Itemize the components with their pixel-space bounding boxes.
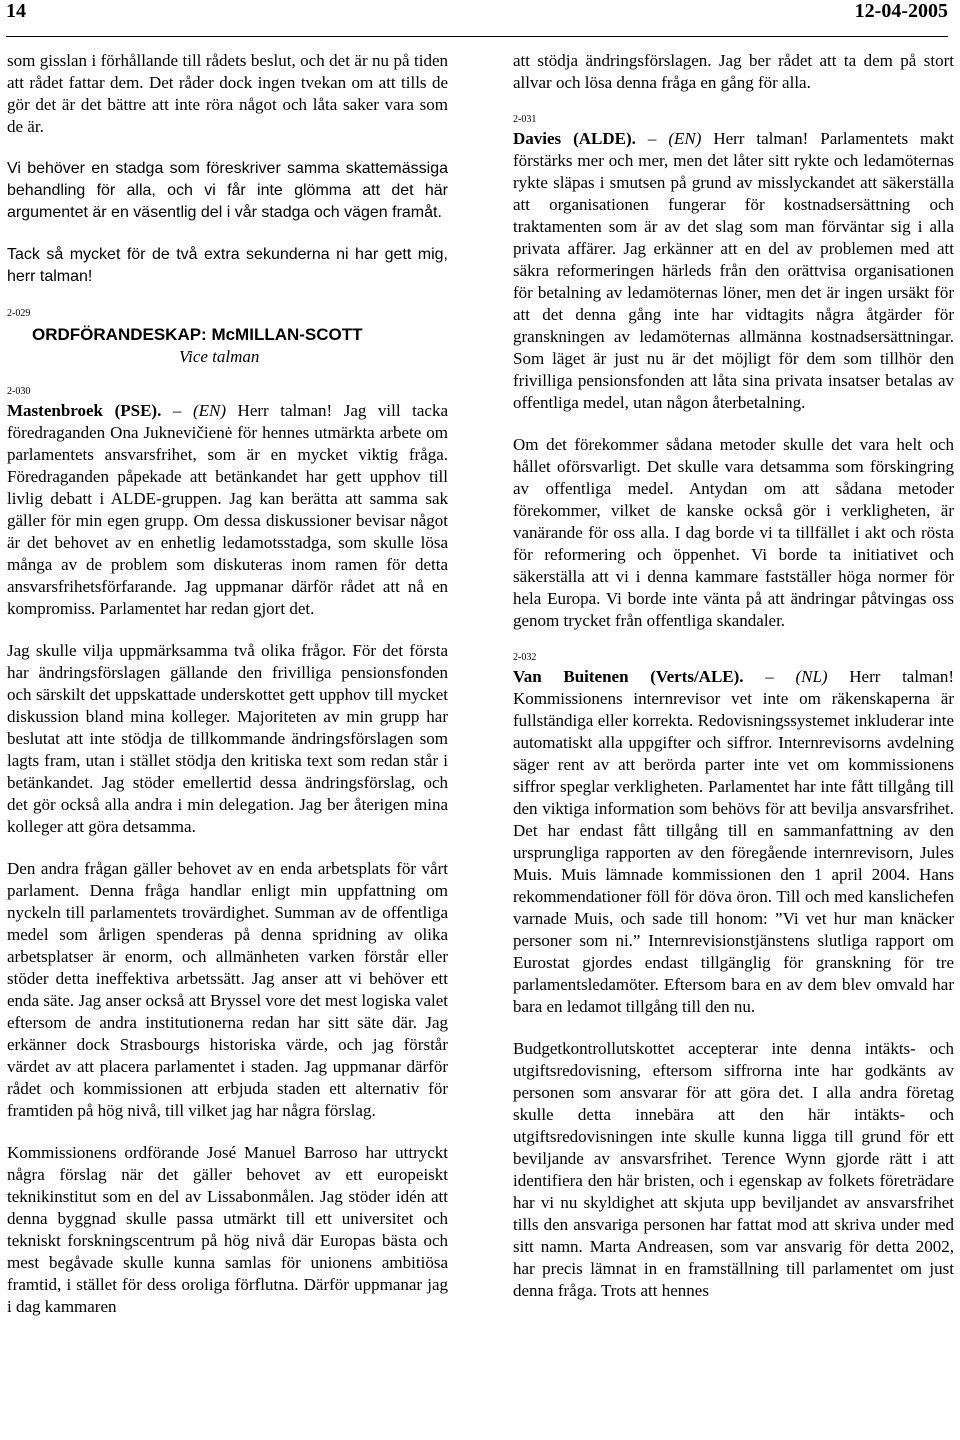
item-reference: 2-032: [513, 652, 537, 663]
item-reference: 2-029: [7, 308, 31, 319]
speech-paragraph: Van Buitenen (Verts/ALE). – (NL) Herr talman! Kommissionens internrevisor vet inte om räkenskaperna är fullständiga eller korrekta. Redovisningssystemet inkluderar inte automatiskt alla uppgifter och siffror. Internrevisorns avdelning säger rent av att berörda parter inte vet om kommissionens siffror speglar verkligheten. Parlamentet har inte fått tillgång till den viktiga information som behövs för att bevilja ansvarsfrihet. Det har endast fått tillgång till en sammanfattning av den ursprungliga rapporten av den föregående internrevisorn, Jules Muis. Muis lämnade kommissionen den 1 april 2004. Hans rekommendationer föll för döva öron. Till och med kanslichefen varnade Muis, och sade till honom: ”Vi vet hur man knäcker personer som ni.” Internrevisionstjänstens slutliga rapport om Eurostat gjordes endast tillgänglig för granskning för tre parlamentsledamöter. Eftersom bara en av dem blev omvald har bara en ledamot tillgång till den nu.: [513, 667, 955, 1016]
speaker-name: Mastenbroek (PSE).: [7, 401, 162, 420]
paragraph: som gisslan i förhållande till rådets beslut, och det är nu på tiden att rådet fattar dem. Det råder dock ingen tvekan om att tills de gör det är det bättre att inte röra något och låta saker vara som de är.: [7, 51, 448, 136]
speech-text: Herr talman! Parlamentets makt förstärks mer och mer, men det låter sitt rykte och ledamöternas rykte släpas i smutsen på grund av misslyckandet att säkerställa att organisationen fungerar för kostnadsersättning och traktamenten som är av det slag som man förväntar sig i alla privata affärer. Jag erkänner att en del av problemen med att säkra reformeringen härleds från den orättvisa organisationen för betalning av ledamöternas löner, men det är ingen ursäkt för att det denna gång inte har vidtagits några åtgärder för granskningen av ledamöternas allmänna kostnadsersättningar. Som läget är just nu är det möjligt för dem som tillhör den frivilliga pensionsfonden att låta sina privata insatser betalas av offentliga medel, utan någon återbetalning.: [513, 129, 955, 412]
left-column: [7, 50, 448, 1338]
paragraph: Tack så mycket för de två extra sekunderna ni har gett mig, herr talman!: [7, 246, 448, 285]
speech-text: Herr talman! Kommissionens internrevisor vet inte om räkenskaperna är fullständiga eller korrekta. Redovisningssystemet inkluderar inte automatiskt alla uppgifter och siffror. Internrevisorns avdelning säger rent av att berörda parter inte vet om kommissionens siffror speglar verkligheten. Parlamentet har inte fått tillgång till den viktiga information som behövs för att bevilja ansvarsfrihet. Det har endast fått tillgång till en sammanfattning av den ursprungliga rapporten av den föregående internrevisorn, Jules Muis. Muis lämnade kommissionen den 1 april 2004. Hans rekommendationer föll för döva öron. Till och med kanslichefen varnade Muis, och sade till honom: ”Vi vet hur man knäcker personer som ni.” Internrevisionstjänstens slutliga rapport om Eurostat gjordes endast tillgänglig för granskning för tre parlamentsledamöter. Eftersom bara en av dem blev omvald har bara en ledamot tillgång till den nu.: [513, 667, 955, 1016]
speech-text: Herr talman! Jag vill tacka föredraganden Ona Juknevičienė för hennes utmärkta arbete om parlamentets ansvarsfrihet, som är en mycket viktig fråga. Föredraganden påpekade att betänkandet har gett upphov till livlig debatt i ALDE-gruppen. Jag kan berätta att samma sak gäller för min egen grupp. Om dessa diskussioner bevisar något är det behovet av en enhetlig ledamotsstadga, som skulle lösa många av de problem som diskuteras inom ramen för detta ansvarsfrihetsförfarande. Jag uppmanar därför rådet att nå en kompromiss. Parlamentet har redan gjort det.: [7, 401, 449, 618]
page-header: [6, 0, 948, 37]
paragraph: Om det förekommer sådana metoder skulle det vara helt och hållet oförsvarligt. Det skulle vara detsamma som förskingring av offentliga medel. Antydan om att sådana metoder förekommer, vilket de kanske också gör i verkligheten, är vanärande för oss alla. I dag borde vi ta tillfället i akt och rösta för reformering och öppenhet. Vi borde ta initiativet och säkerställa att vi i denna kammare fastställer höga normer för hela Europa. Vi borde inte vänta på att ändringar påtvingas oss genom trycket från offentliga skandaler.: [513, 435, 954, 630]
presidency-subtitle: Vice talman: [179, 347, 260, 366]
speech-paragraph: Mastenbroek (PSE). – (EN) Herr talman! Jag vill tacka föredraganden Ona Juknevičienė för hennes utmärkta arbete om parlamentets ansvarsfrihet, som är en mycket viktig fråga. Föredraganden påpekade att betänkandet har gett upphov till livlig debatt i ALDE-gruppen. Jag kan berätta att samma sak gäller för min egen grupp. Om dessa diskussioner bevisar något är det behovet av en enhetlig ledamotsstadga, som skulle lösa många av de problem som diskuteras inom ramen för detta ansvarsfrihetsförfarande. Jag uppmanar därför rådet att nå en kompromiss. Parlamentet har redan gjort det.: [7, 401, 449, 618]
paragraph: Kommissionens ordförande José Manuel Barroso har uttryckt några förslag när det gäller behovet av ett europeiskt teknikinstitut som en del av Lissabonmålen. Jag stöder idén att denna byggnad skulle passa utmärkt till ett universitet och tekniskt forskningscentrum på hög nivå där Europas bästa och mest begåvade skulle kunna samlas för unionens ambitiösa framtid, i stället för dess oroliga förflutna. Därför uppmanar jag i dag kammaren: [7, 1143, 448, 1316]
speech-paragraph: Davies (ALDE). – (EN) Herr talman! Parlamentets makt förstärks mer och mer, men det låter sitt rykte och ledamöternas rykte släpas i smutsen på grund av misslyckandet att säkerställa att organisationen fungerar för kostnadsersättning och traktamenten som är av det slag som man förväntar sig i alla privata affärer. Jag erkänner att en del av problemen med att säkra reformeringen härleds från den orättvisa organisationen för betalning av ledamöternas löner, men det är ingen ursäkt för att det denna gång inte har vidtagits några åtgärder för granskningen av ledamöternas allmänna kostnadsersättningar. Som läget är just nu är det möjligt för dem som tillhör den frivilliga pensionsfonden att låta sina privata insatser betalas av offentliga medel, utan någon återbetalning.: [513, 129, 955, 412]
item-reference: 2-031: [513, 114, 537, 125]
item-reference: 2-030: [7, 386, 31, 397]
page-date: 12-04-2005: [854, 0, 948, 22]
language-tag: (EN): [192, 401, 226, 420]
speaker-name: Van Buitenen (Verts/ALE).: [513, 667, 744, 686]
paragraph: Den andra frågan gäller behovet av en enda arbetsplats för vårt parlament. Denna fråga handlar enligt min uppfattning om nyckeln till parlamentets trovärdighet. Summan av de offentliga medel som årligen spenderas på denna spridning av olika arbetsplatser är enorm, och allmänheten varken förstår eller stöder detta ineffektiva arbetssätt. Jag anser att vi behöver ett enda säte. Jag anser också att Bryssel vore det mest logiska valet eftersom de andra institutionerna redan har sitt säte där. Jag erkänner dock Strasbourgs historiska värde, och jag förstår värdet av att placera parlamentet i staden. Jag uppmanar därför rådet och kommissionen att erbjuda staden ett alternativ för framtiden på hög nivå, till vilket jag har några förslag.: [7, 859, 448, 1120]
presidency-heading: ORDFÖRANDESKAP: McMILLAN-SCOTT: [32, 325, 363, 344]
paragraph: Budgetkontrollutskottet accepterar inte denna intäkts- och utgiftsredovisning, eftersom siffrorna inte har godkänts av personen som ansvarar för att göra det. I alla andra företag skulle detta innebära att den här intäkts- och utgiftsredovisningen inte skulle kunna ligga till grund för ett beviljande av ansvarsfrihet. Terence Wynn gjorde rätt i att identifiera den här bristen, och i egenskap av folkets företrädare har vi nu skyldighet att skjuta upp beviljandet av ansvarsfrihet tills den ansvariga personen har fattat mod att skriva under med sitt namn. Marta Andreasen, som var ansvarig för detta 2002, har precis lämnat in en framställning till parlamentet om just denna fråga. Trots att hennes: [513, 1039, 954, 1300]
page-number: 14: [6, 0, 26, 22]
language-tag: (NL): [795, 667, 828, 686]
speaker-name: Davies (ALDE).: [513, 129, 636, 148]
language-tag: (EN): [668, 129, 702, 148]
paragraph: att stödja ändringsförslagen. Jag ber rådet att ta dem på stort allvar och lösa denna fråga en gång för alla.: [513, 51, 954, 92]
paragraph: Vi behöver en stadga som föreskriver samma skattemässiga behandling för alla, och vi får inte glömma att det här argumentet är en väsentlig del i vår stadga och vägen framåt.: [7, 160, 448, 221]
right-column: [513, 50, 954, 1322]
paragraph: Jag skulle vilja uppmärksamma två olika frågor. För det första har ändringsförslagen gällande den frivilliga pensionsfonden och särskilt det uppskattade underskottet gett upphov till mycket diskussion bland mina kolleger. Majoriteten av min grupp har beslutat att inte stödja de tillkommande ändringsförslagen som lagts fram, utan i stället stödja den kritiska text som redan står i betänkandet. Jag stöder emellertid dessa ändringsförslag, och det gör också alla andra i min delegation. Jag ber återigen mina kolleger att göra detsamma.: [7, 641, 448, 836]
